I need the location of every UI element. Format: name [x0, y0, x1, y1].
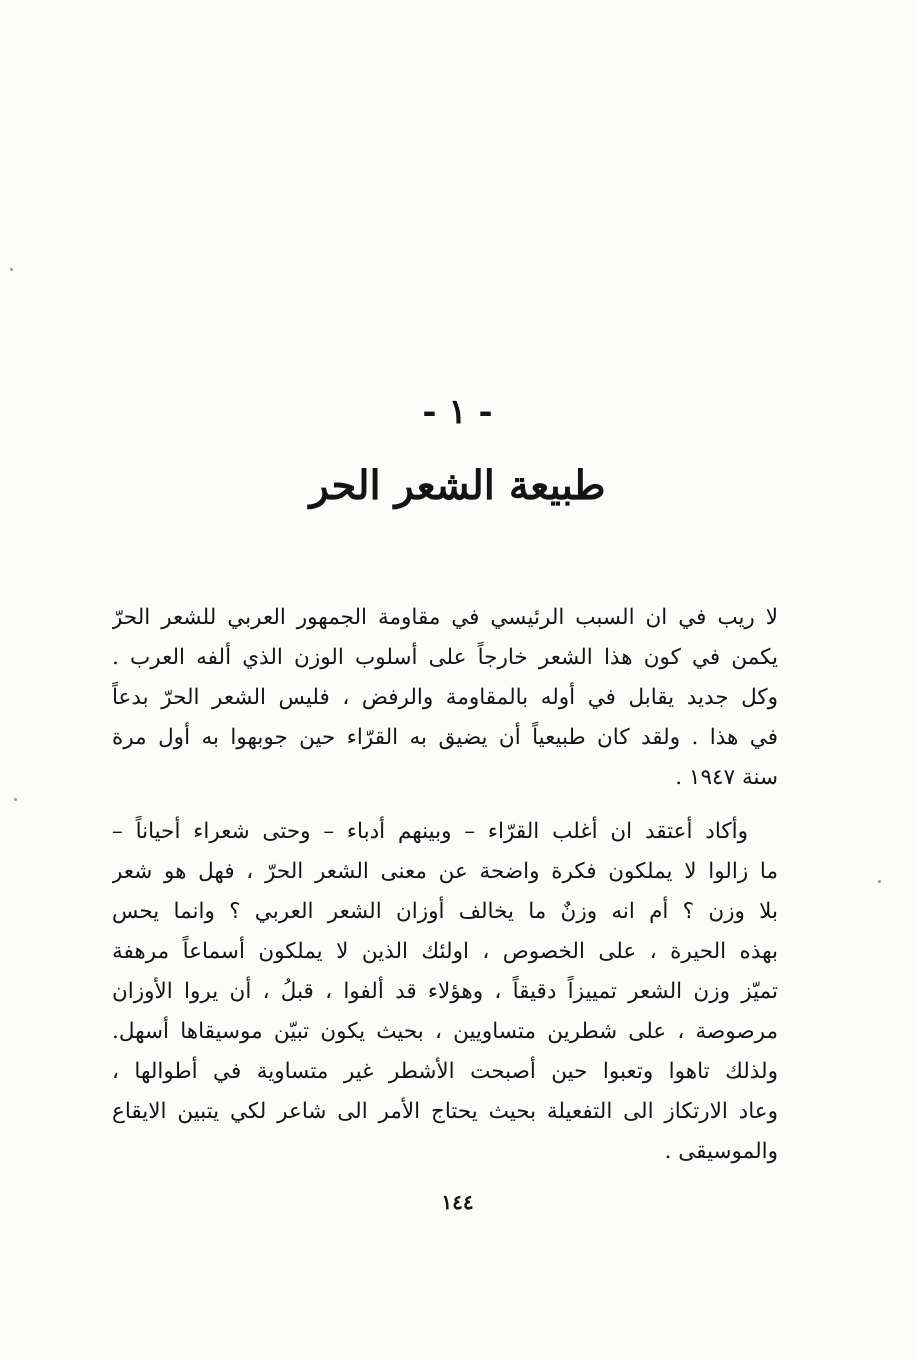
text-line: ولذلك تاهوا وتعبوا حين أصبحت الأشطر غير متساوية في أطوالها ،	[112, 1059, 778, 1084]
text-line: لا ريب في ان السبب الرئيسي في مقاومة الجمهور العربي للشعر الحرّ	[112, 605, 778, 630]
scan-speck	[878, 880, 881, 883]
scan-speck	[14, 798, 17, 801]
text-line: وكل جديد يقابل في أوله بالمقاومة والرفض ، فليس الشعر الحرّ بدعاً	[112, 685, 778, 710]
text-line: بلا وزن ؟ أم انه وزنٌ ما يخالف أوزان الشعر العربي ؟ وانما يحس	[112, 899, 778, 924]
text-line: في هذا . ولقد كان طبيعياً أن يضيق به القرّاء حين جوبهوا به أول مرة	[112, 725, 778, 750]
text-line: مرصوصة ، على شطرين متساويين ، بحيث يكون تبيّن موسيقاها أسهل.	[112, 1019, 778, 1044]
scan-speck	[10, 268, 13, 271]
text-line: وأكاد أعتقد ان أغلب القرّاء – وبينهم أدباء – وحتى شعراء أحياناً –	[112, 819, 748, 844]
paragraph-2	[112, 812, 778, 1172]
text-line: سنة ١٩٤٧ .	[675, 765, 778, 790]
page-number: ١٤٤	[441, 1190, 474, 1214]
paragraph-1	[112, 598, 778, 798]
text-line: ما زالوا لا يملكون فكرة واضحة عن معنى الشعر الحرّ ، فهل هو شعر	[112, 859, 778, 884]
text-line: يكمن في كون هذا الشعر خارجاً على أسلوب الوزن الذي ألفه العرب .	[112, 645, 778, 670]
chapter-number: - ١ -	[422, 392, 493, 432]
text-line: بهذه الحيرة ، على الخصوص ، اولئك الذين لا يملكون أسماعاً مرهفة	[112, 939, 778, 964]
chapter-title: طبيعة الشعر الحر	[309, 462, 606, 509]
text-line: والموسيقى .	[664, 1139, 778, 1164]
text-line: تميّز وزن الشعر تمييزاً دقيقاً ، وهؤلاء قد ألفوا ، قبلُ ، أن يروا الأوزان	[112, 979, 778, 1004]
text-line: وعاد الارتكاز الى التفعيلة بحيث يحتاج الأمر الى شاعر لكي يتبين الايقاع	[112, 1099, 778, 1124]
